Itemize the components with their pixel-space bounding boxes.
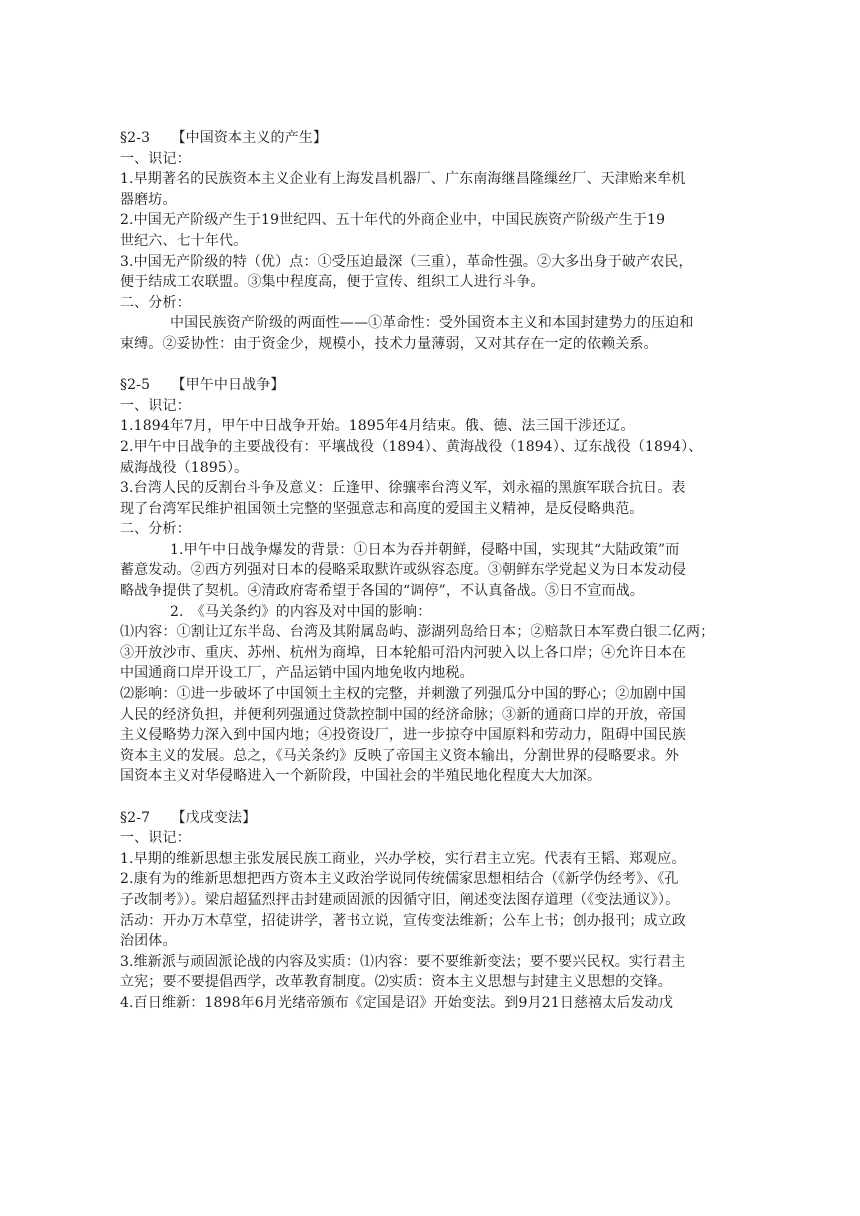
text-line: ⑵影响：①进一步破坏了中国领土主权的完整，并刺激了列强瓜分中国的野心；②加剧中国 xyxy=(120,686,686,703)
text-line: 束缚。②妥协性：由于资金少，规模小，技术力量薄弱，又对其存在一定的依赖关系。 xyxy=(120,335,658,352)
text-line: 2. 《马关条约》的内容及对中国的影响： xyxy=(170,603,432,620)
section-heading: §2-3 【中国资本主义的产生】 xyxy=(120,130,328,146)
text-line: 3.中国无产阶级的特（优）点：①受压迫最深（三重），革命性强。②大多出身于破产农民， xyxy=(120,253,693,270)
text-line: 二、分析： xyxy=(120,294,191,311)
text-line: 4.百日维新：1898年6月光绪帝颁布《定国是诏》开始变法。到9月21日慈禧太后发动戊 xyxy=(120,994,674,1011)
section-heading: §2-5 【甲午中日战争】 xyxy=(120,377,285,394)
section-gap xyxy=(120,787,742,808)
text-line: 3.台湾人民的反割台斗争及意义：丘逢甲、徐骧率台湾义军，刘永福的黑旗军联合抗日。表 xyxy=(120,480,686,497)
text-line: 蓄意发动。②西方列强对日本的侵略采取默许或纵容态度。③朝鲜东学党起义为日本发动侵 xyxy=(120,562,686,579)
text-line: 子改制考》）。梁启超猛烈抨击封建顽固派的因循守旧，阐述变法图存道理（《变法通议》）。 xyxy=(120,891,680,908)
text-line: 中国通商口岸开设工厂，产品运销中国内地免收内地税。 xyxy=(120,665,474,682)
section-3 xyxy=(120,808,742,1014)
text-line: 中国民族资产阶级的两面性——①革命性：受外国资本主义和本国封建势力的压迫和 xyxy=(170,315,694,332)
text-line: 1.早期的维新思想主张发展民族工商业，兴办学校，实行君主立宪。代表有王韬、郑观应。 xyxy=(120,850,686,867)
text-line: 1.甲午中日战争爆发的背景：①日本为吞并朝鲜，侵略中国，实现其“大陆政策”而 xyxy=(170,541,680,558)
text-line: 3.维新派与顽固派论战的内容及实质：⑴内容：要不要维新变法；要不要兴民权。实行君主 xyxy=(120,953,686,970)
text-line: 便于结成工农联盟。③集中程度高，便于宣传、组织工人进行斗争。 xyxy=(120,274,545,291)
text-line: 2.中国无产阶级产生于19世纪四、五十年代的外商企业中，中国民族资产阶级产生于19 xyxy=(120,212,666,229)
text-line: 二、分析： xyxy=(120,521,191,538)
text-line: 略战争提供了契机。④清政府寄希望于各国的“调停”，不认真备战。⑤日不宣而战。 xyxy=(120,583,645,600)
text-line: ⑴内容：①割让辽东半岛、台湾及其附属岛屿、澎湖列岛给日本；②赔款日本军费白银二亿两； xyxy=(120,624,715,641)
text-line: 2.甲午中日战争的主要战役有：平壤战役（1894）、黄海战役（1894）、辽东战役（1894）、 xyxy=(120,438,703,455)
text-line: 人民的经济负担，并便利列强通过贷款控制中国的经济命脉；③新的通商口岸的开放，帝国 xyxy=(120,706,686,723)
text-line: 一、识记： xyxy=(120,830,191,847)
text-line: 现了台湾军民维护祖国领土完整的坚强意志和高度的爱国主义精神，是反侵略典范。 xyxy=(120,500,644,517)
text-line: 1.早期著名的民族资本主义企业有上海发昌机器厂、广东南海继昌隆缫丝厂、天津贻来牟机 xyxy=(120,171,686,188)
text-line: 立宪；要不要提倡西学，改革教育制度。⑵实质：资本主义思想与封建主义思想的交锋。 xyxy=(120,974,672,991)
text-line: 器磨坊。 xyxy=(120,191,177,208)
section-2 xyxy=(120,375,742,787)
text-line: 国资本主义对华侵略进入一个新阶段，中国社会的半殖民地化程度大大加深。 xyxy=(120,768,602,785)
text-line: 世纪六、七十年代。 xyxy=(120,232,248,249)
section-1 xyxy=(120,128,742,355)
document-page xyxy=(120,128,742,1014)
text-line: 威海战役（1895）。 xyxy=(120,459,249,476)
text-line: 一、识记： xyxy=(120,397,191,414)
text-line: 1.1894年7月，甲午中日战争开始。1895年4月结束。俄、德、法三国干涉还辽。 xyxy=(120,418,635,435)
section-heading: §2-7 【戊戌变法】 xyxy=(120,809,257,826)
text-line: 活动：开办万木草堂，招徒讲学，著书立说，宣传变法维新；公车上书；创办报刊；成立政 xyxy=(120,912,686,929)
text-line: 主义侵略势力深入到中国内地；④投资设厂，进一步掠夺中国原料和劳动力，阻碍中国民族 xyxy=(120,727,686,744)
text-line: 治团体。 xyxy=(120,933,177,950)
text-line: 一、识记： xyxy=(120,150,191,167)
section-gap xyxy=(120,355,742,376)
text-line: 资本主义的发展。总之，《马关条约》反映了帝国主义资本输出，分割世界的侵略要求。外 xyxy=(120,747,679,764)
text-line: 2.康有为的维新思想把西方资本主义政治学说同传统儒家思想相结合（《新学伪经考》、《孔 xyxy=(120,871,679,888)
text-line: ③开放沙市、重庆、苏州、杭州为商埠，日本轮船可沿内河驶入以上各口岸；④允许日本在 xyxy=(120,644,686,661)
